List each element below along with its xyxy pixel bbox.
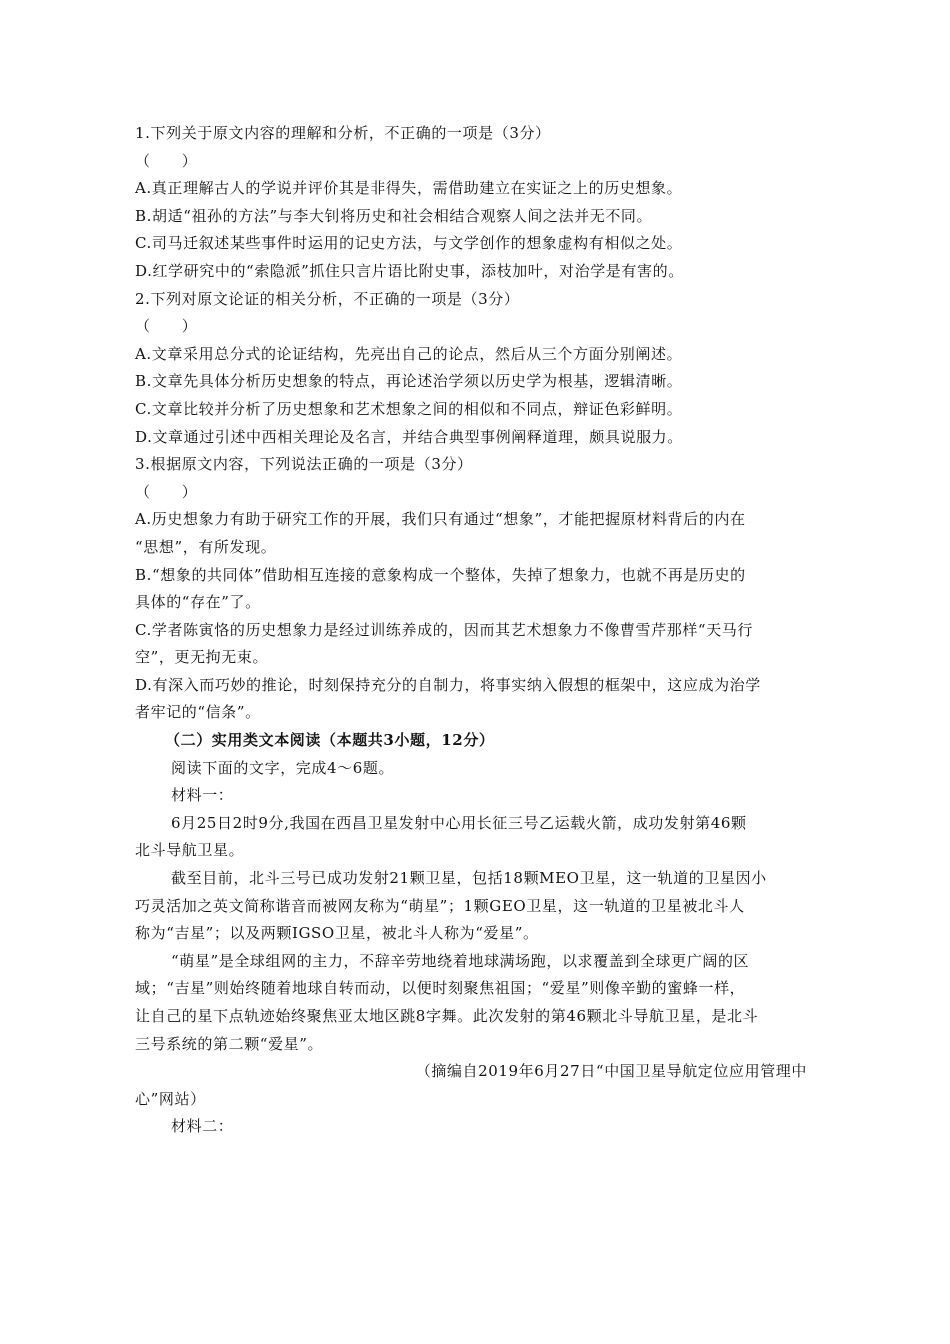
question-2-option-a: A.文章采用总分式的论证结构，先亮出自己的论点，然后从三个方面分别阐述。	[135, 344, 683, 363]
paragraph-1-line-2: 北斗导航卫星。	[135, 841, 245, 860]
question-1-option-c: C.司马迁叙述某些事件时运用的记史方法，与文学创作的想象虚构有相似之处。	[135, 234, 683, 253]
question-3-option-b-cont: 具体的“存在”了。	[135, 593, 261, 612]
source-citation-cont: 心”网站）	[135, 1089, 206, 1108]
question-3-option-c: C.学者陈寅恪的历史想象力是经过训练养成的，因而其艺术想象力不像曹雪芹那样“天马行	[135, 620, 753, 639]
document-body	[135, 120, 807, 1141]
paragraph-2-line-1: 截至目前，北斗三号已成功发射21颗卫星，包括18颗MEO卫星，这一轨道的卫星因小	[171, 869, 767, 888]
paragraph-3-line-3: 让自己的星下点轨迹始终聚焦亚太地区跳8字舞。此次发射的第46颗北斗导航卫星，是北斗	[135, 1007, 759, 1025]
question-3-option-d: D.有深入而巧妙的推论，时刻保持充分的自制力，将事实纳入假想的框架中，这应成为治学	[135, 675, 761, 694]
question-3-option-a-cont: “思想”，有所发现。	[135, 537, 277, 556]
question-2-option-b: B.文章先具体分析历史想象的特点，再论述治学须以历史学为根基，逻辑清晰。	[135, 372, 683, 391]
section-heading: （二）实用类文本阅读（本题共3小题，12分）	[165, 731, 495, 750]
question-3-option-c-cont: 空”，更无拘无束。	[135, 648, 269, 667]
paragraph-2-line-3: 称为“吉星”；以及两颗IGSO卫星，被北斗人称为“爱星”。	[135, 924, 539, 943]
question-3-option-d-cont: 者牢记的“信条”。	[135, 703, 261, 722]
question-3-option-b: B.“想象的共同体”借助相互连接的意象构成一个整体，失掉了想象力，也就不再是历史的	[135, 565, 746, 584]
question-1-option-a: A.真正理解古人的学说并评价其是非得失，需借助建立在实证之上的历史想象。	[135, 179, 683, 198]
question-3-answer-blank: （ ）	[135, 482, 198, 501]
material-2-label: 材料二：	[171, 1117, 234, 1136]
source-citation: （摘编自2019年6月27日“中国卫星导航定位应用管理中	[415, 1062, 807, 1081]
question-1-option-d: D.红学研究中的“索隐派”抓住只言片语比附史事，添枝加叶，对治学是有害的。	[135, 261, 684, 280]
paragraph-3-line-1: “萌星”是全球组网的主力，不辞辛劳地绕着地球满场跑，以求覆盖到全球更广阔的区	[171, 951, 750, 970]
question-2-option-c: C.文章比较并分析了历史想象和艺术想象之间的相似和不同点，辩证色彩鲜明。	[135, 399, 683, 418]
paragraph-3-line-4: 三号系统的第二颗“爱星”。	[135, 1034, 324, 1053]
question-2-answer-blank: （ ）	[135, 317, 198, 336]
material-1-label: 材料一：	[171, 786, 234, 805]
question-2-stem: 2.下列对原文论证的相关分析，不正确的一项是（3分）	[135, 289, 520, 308]
question-1-stem: 1.下列关于原文内容的理解和分析，不正确的一项是（3分）	[135, 124, 551, 142]
question-1-answer-blank: （ ）	[135, 151, 198, 170]
paragraph-1-line-1: 6月25日2时9分,我国在西昌卫星发射中心用长征三号乙运载火箭，成功发射第46颗	[171, 813, 747, 832]
reading-instruction: 阅读下面的文字，完成4～6题。	[171, 758, 395, 777]
question-2-option-d: D.文章通过引述中西相关理论及名言，并结合典型事例阐释道理，颇具说服力。	[135, 427, 683, 446]
question-1-option-b: B.胡适“祖孙的方法”与李大钊将历史和社会相结合观察人间之法并无不同。	[135, 206, 653, 225]
question-3-stem: 3.根据原文内容，下列说法正确的一项是（3分）	[135, 455, 473, 474]
paragraph-3-line-2: 域；“吉星”则始终随着地球自转而动，以便时刻聚焦祖国；“爱星”则像辛勤的蜜蜂一样，	[135, 979, 746, 998]
question-3-option-a: A.历史想象力有助于研究工作的开展，我们只有通过“想象”，才能把握原材料背后的内在	[135, 510, 746, 529]
paragraph-2-line-2: 巧灵活加之英文简称谐音而被网友称为“萌星”；1颗GEO卫星，这一轨道的卫星被北斗人	[135, 896, 745, 915]
